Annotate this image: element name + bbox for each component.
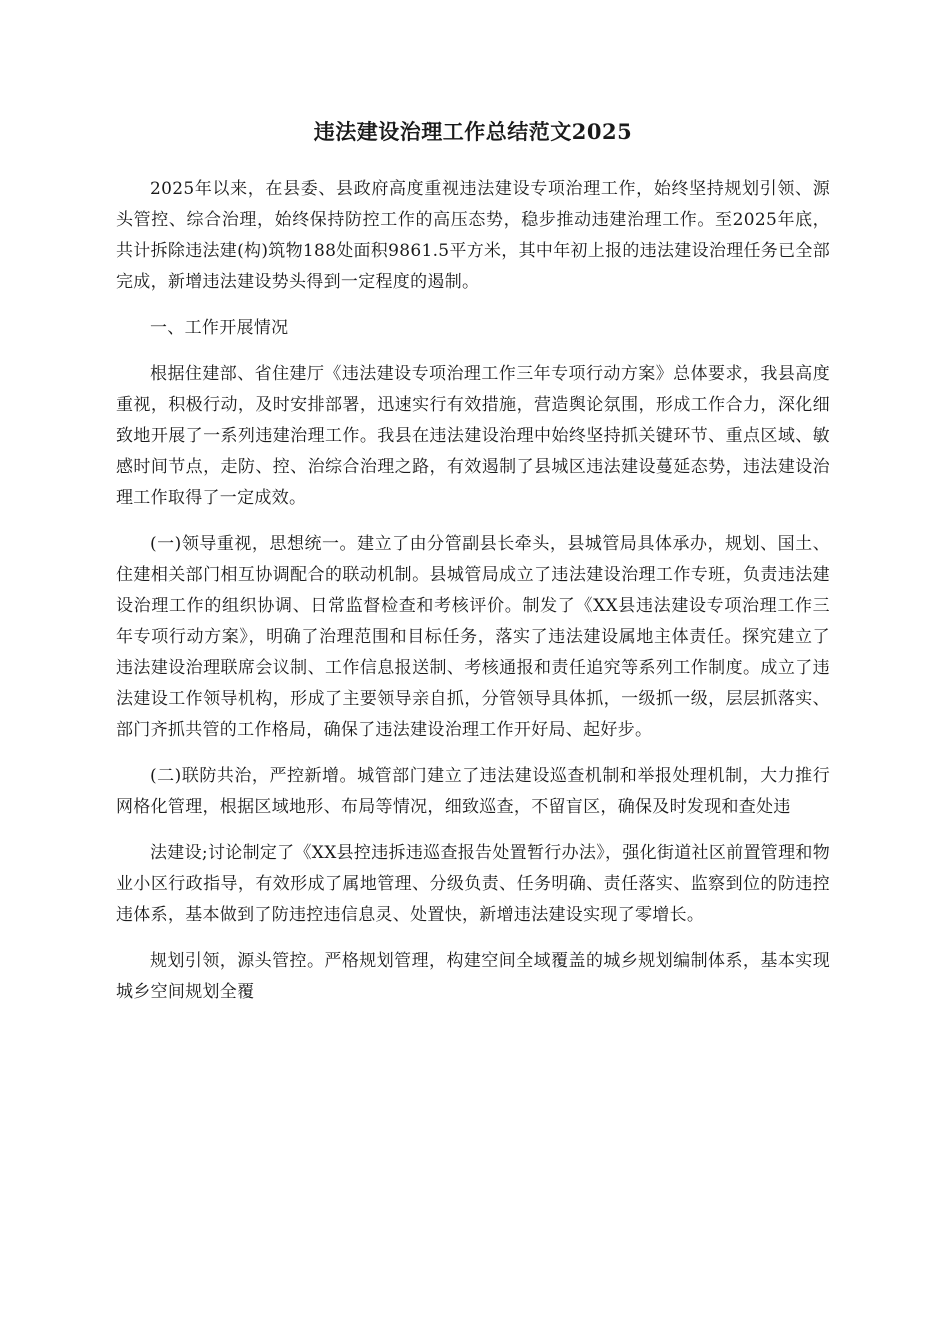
paragraph-leadership: (一)领导重视，思想统一。建立了由分管副县长牵头，县城管局具体承办，规划、国土、住建相关部门相互协调配合的联动机制。县城管局成立了违法建设治理工作专班，负责违法建设治理工作的组织协调、日常监督检查和考核评价。制发了《XX县违法建设专项治理工作三年专项行动方案》，明确了治理范围和目标任务，落实了违法建设属地主体责任。探究建立了违法建设治理联席会议制、工作信息报送制、考核通报和责任追究等系列工作制度。成立了违法建设工作领导机构，形成了主要领导亲自抓，分管领导具体抓，一级抓一级，层层抓落实、部门齐抓共管的工作格局，确保了违法建设治理工作开好局、起好步。: [116, 534, 830, 740]
paragraph-overview: 根据住建部、省住建厅《违法建设专项治理工作三年专项行动方案》总体要求，我县高度重视，积极行动，及时安排部署，迅速实行有效措施，营造舆论氛围，形成工作合力，深化细致地开展了一系列违建治理工作。我县在违法建设治理中始终坚持抓关键环节、重点区域、敏感时间节点，走防、控、治综合治理之路，有效遏制了县城区违法建设蔓延态势，违法建设治理工作取得了一定成效。: [116, 364, 830, 508]
section-heading-1: 一、工作开展情况: [150, 318, 289, 338]
paragraph-joint-control-continued: 法建设;讨论制定了《XX县控违拆违巡查报告处置暂行办法》，强化街道社区前置管理和物业小区行政指导，有效形成了属地管理、分级负责、任务明确、责任落实、监察到位的防违控违体系，基本做到了防违控违信息灵、处置快，新增违法建设实现了零增长。: [116, 843, 830, 925]
spacer: [116, 823, 830, 838]
paragraph-joint-control: (二)联防共治，严控新增。城管部门建立了违法建设巡查机制和举报处理机制，大力推行网格化管理，根据区域地形、布局等情况，细致巡查，不留盲区，确保及时发现和查处违: [116, 766, 830, 817]
spacer: [116, 344, 830, 359]
spacer: [116, 298, 830, 313]
paragraph-intro: 2025年以来，在县委、县政府高度重视违法建设专项治理工作，始终坚持规划引领、源头管控、综合治理，始终保持防控工作的高压态势，稳步推动违建治理工作。至2025年底，共计拆除违法建(构)筑物188处面积9861.5平方米，其中年初上报的违法建设治理任务已全部完成，新增违法建设势头得到一定程度的遏制。: [116, 179, 830, 292]
spacer: [116, 931, 830, 946]
spacer: [116, 148, 830, 174]
document-title: 违法建设治理工作总结范文2025: [313, 119, 633, 144]
paragraph-planning: 规划引领，源头管控。严格规划管理，构建空间全域覆盖的城乡规划编制体系，基本实现城乡空间规划全覆: [116, 951, 830, 1002]
spacer: [116, 746, 830, 761]
spacer: [116, 514, 830, 529]
